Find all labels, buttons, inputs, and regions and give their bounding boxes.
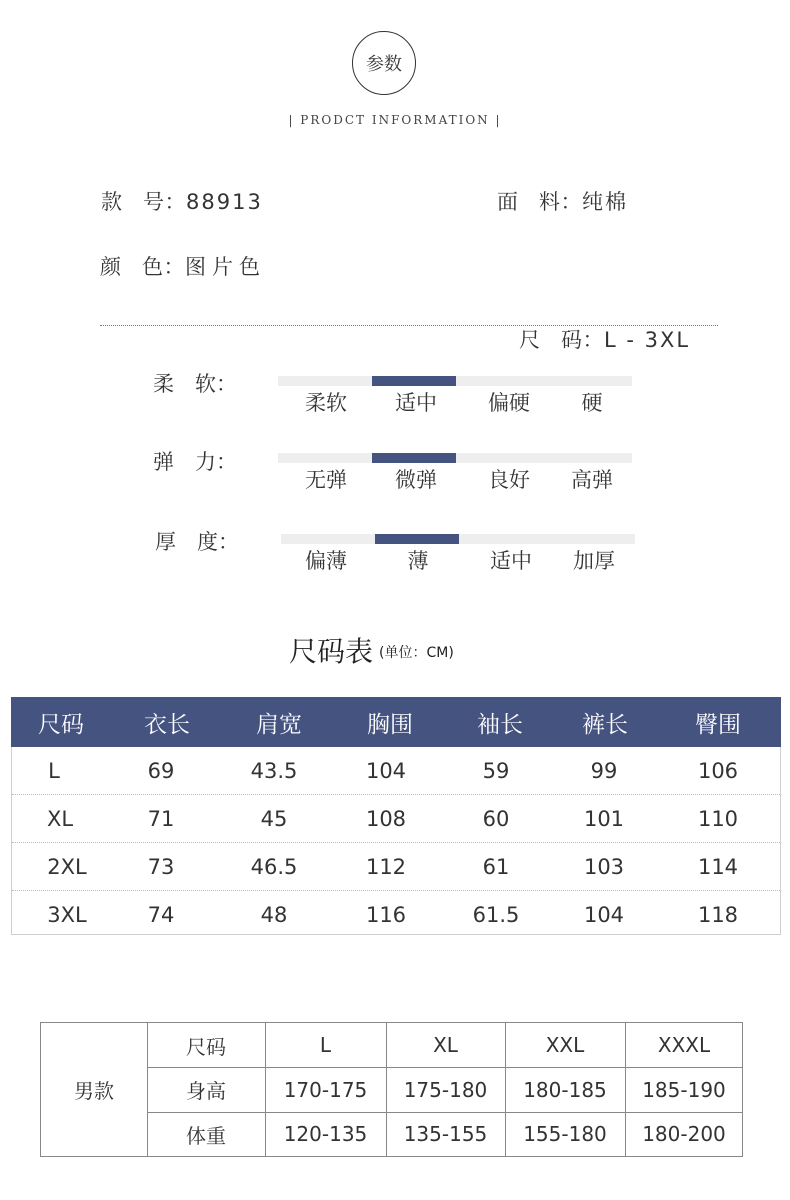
attr-elasticity-option: 高弹	[571, 468, 613, 492]
size-table-cell: 103	[583, 854, 625, 879]
info-size-value: L - 3XL	[604, 328, 691, 352]
info-color-value: 图片色	[185, 255, 266, 279]
size-table-header-cell: 裤长	[582, 711, 628, 738]
size-table-header-cell: 肩宽	[256, 711, 302, 738]
info-material	[497, 186, 628, 216]
size-table-cell: 48	[260, 903, 288, 927]
attr-softness-option: 硬	[581, 391, 603, 415]
attr-softness-selected	[372, 376, 456, 386]
info-material-label: 面 料	[497, 190, 560, 214]
size-chart-title-text: 尺码表	[289, 635, 374, 668]
attr-elasticity-bar	[278, 453, 632, 463]
info-size-label: 尺 码	[519, 328, 582, 352]
men-table-cell: 155-180	[523, 1122, 607, 1146]
size-table-header-cell: 胸围	[367, 711, 413, 738]
attr-thickness-label: 厚 度：	[155, 530, 239, 554]
attr-softness-option: 适中	[395, 391, 437, 415]
size-table-cell: 116	[365, 903, 407, 927]
info-material-value: 纯棉	[582, 190, 628, 214]
attr-thickness-bar	[281, 534, 635, 544]
size-table-row	[12, 891, 780, 939]
size-table-cell: 106	[697, 758, 739, 783]
section-title-badge	[352, 31, 416, 95]
size-table-row	[12, 747, 780, 795]
size-table-cell: 73	[147, 854, 175, 879]
attr-thickness-option: 薄	[407, 549, 429, 573]
size-table-header	[11, 697, 781, 747]
size-chart-unit: (单位：CM)	[379, 645, 454, 661]
size-table-cell: 104	[365, 758, 407, 783]
attr-elasticity-option: 微弹	[395, 468, 437, 492]
size-table-header-cell: 衣长	[144, 711, 190, 738]
size-table-cell: 110	[697, 806, 739, 831]
men-table-cell: 175-180	[403, 1077, 488, 1102]
men-table-cell: 180-185	[523, 1077, 607, 1102]
size-table-cell: 61	[482, 854, 510, 879]
size-table-cell: 3XL	[47, 903, 87, 927]
size-table-cell: 112	[365, 854, 407, 879]
size-table-cell: 43.5	[250, 758, 298, 783]
men-table-header-cell: L	[319, 1033, 332, 1057]
size-table-cell: L	[48, 758, 60, 783]
info-colon: ：	[582, 328, 604, 352]
size-chart-title	[289, 630, 454, 670]
attr-softness-option: 柔软	[305, 391, 347, 415]
info-color-label: 颜 色	[100, 255, 163, 279]
men-table-cell: 135-155	[403, 1122, 488, 1146]
size-table-row	[12, 843, 780, 891]
size-table-cell: 69	[147, 758, 175, 783]
info-color	[100, 251, 266, 281]
size-table-cell: 104	[583, 903, 625, 927]
men-table-header-cell: 尺码	[186, 1034, 226, 1059]
size-table-cell: XL	[46, 806, 74, 831]
section-title: 参数	[366, 54, 402, 75]
attr-softness-bar	[278, 376, 632, 386]
size-table-cell: 101	[583, 806, 625, 831]
men-table-header-cell: XXXL	[657, 1033, 711, 1057]
info-colon: ：	[560, 190, 582, 214]
attr-thickness-option: 加厚	[573, 549, 615, 573]
size-table-cell: 46.5	[250, 854, 298, 879]
men-table-cell: 170-175	[283, 1077, 368, 1102]
size-table-cell: 118	[697, 903, 739, 927]
size-table-cell: 59	[482, 758, 510, 783]
men-table-cell: 185-190	[642, 1077, 726, 1102]
attr-thickness-selected	[375, 534, 459, 544]
info-style-no-label: 款 号	[101, 190, 164, 214]
size-table-cell: 60	[482, 806, 510, 831]
size-table-header-cell: 袖长	[477, 711, 523, 738]
size-table-cell: 74	[147, 903, 175, 927]
size-table	[11, 697, 781, 935]
men-table-header-cell: XXL	[545, 1033, 585, 1057]
attr-elasticity-selected	[372, 453, 456, 463]
section-subtitle: | PRODCT INFORMATION |	[288, 113, 502, 127]
size-table-cell: 114	[697, 854, 739, 879]
attr-thickness-option: 适中	[490, 549, 532, 573]
size-table-header-cell: 臀围	[695, 711, 741, 738]
size-table-cell: 108	[365, 806, 407, 831]
men-table-row-label: 体重	[186, 1123, 226, 1148]
attr-elasticity-option: 良好	[488, 468, 530, 492]
size-table-row	[12, 795, 780, 843]
men-category-label: 男款	[74, 1079, 114, 1103]
men-table-row-label: 身高	[186, 1079, 226, 1103]
size-table-cell: 71	[147, 806, 175, 831]
size-table-cell: 99	[590, 758, 618, 783]
attr-elasticity-option: 无弹	[305, 468, 347, 492]
info-style-no-value: 88913	[186, 190, 263, 214]
attr-softness-label: 柔 软：	[153, 372, 237, 396]
info-style-no	[101, 186, 263, 216]
size-table-cell: 2XL	[47, 854, 87, 879]
info-size	[519, 324, 690, 354]
attr-softness-option: 偏硬	[488, 391, 530, 415]
info-colon: ：	[163, 255, 185, 279]
men-size-table	[40, 1022, 743, 1157]
size-table-cell: 45	[260, 806, 288, 831]
men-table-header-cell: XL	[433, 1033, 458, 1057]
men-table-cell: 120-135	[283, 1122, 368, 1146]
attr-elasticity-label: 弹 力：	[153, 450, 237, 474]
size-table-header-cell: 尺码	[38, 711, 84, 738]
size-table-cell: 61.5	[472, 903, 520, 927]
info-colon: ：	[164, 190, 186, 214]
men-table-cell: 180-200	[642, 1122, 726, 1146]
attr-thickness-option: 偏薄	[305, 549, 347, 573]
